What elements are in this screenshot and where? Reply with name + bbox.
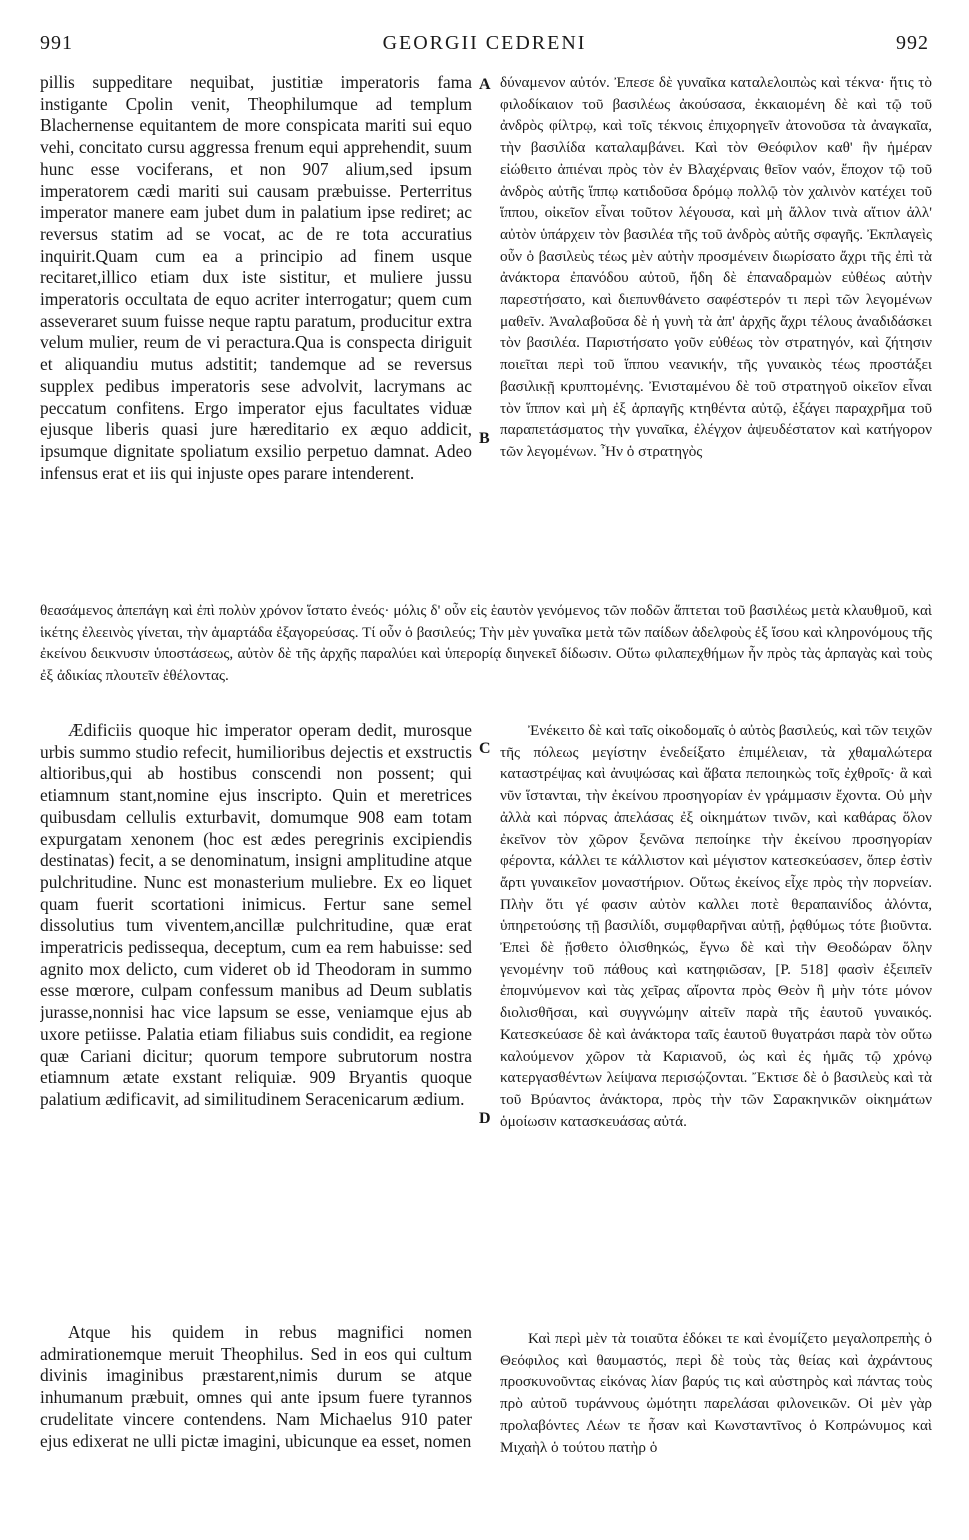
page-number-left: 991 — [40, 32, 73, 54]
greek-paragraph-3: Καὶ περὶ μὲν τὰ τοιαῦτα ἐδόκει τε καὶ ἐνομίζετο μεγαλοπρεπὴς ὁ Θεόφιλος καὶ θαυμαστός, περὶ δὲ τοὺς τὰς θείας καὶ ἀχράντους προσκυνοῦντας εἰκόνας λίαν βαρύς τις καὶ αὐστηρὸς καὶ πάντας τοὺς πρὸ αὐτοῦ τυράννους ὠμότητι παρελάσαι φιλονεικῶν. Οἱ μὲν γὰρ προλαβόντες Λέων τε ἦσαν καὶ Κωνσταντῖνος ὁ Κοπρώνυμος καὶ Μιχαὴλ ὁ τούτου πατὴρ ὁ — [500, 1330, 932, 1456]
margin-letter-d: D — [479, 1110, 491, 1127]
margin-letter-a: A — [479, 76, 491, 93]
greek-paragraph-2: Ἐνέκειτο δὲ καὶ ταῖς οἰκοδομαῖς ὁ αὐτὸς βασιλεύς, καὶ τῶν τειχῶν τῆς πόλεως μεγίστην ἐνεδείξατο ἐπιμέλειαν, τὰ χθαμαλώτερα καταστρέψας καὶ ἀνυψώσας καὶ ἄβατα πεποιηκὼς τοῖς ἐχθροῖς· ἃ καὶ νῦν ἵστανται, τὴν ἐκείνου προσηγορίαν ἐν γράμμασιν ἔχοντα. Οὐ μὴν ἀλλὰ καὶ πόρνας ἀπελάσας ἐξ οἰκημάτων τινῶν, καὶ καθάρας ὅλον ἐκεῖνον τὸν χῶρον ξενῶνα πεποίηκε τὴν ἐκείνου προσηγορίαν φέροντα, κάλλει τε κάλλιστον καὶ μέγιστον κατεσκεύασεν, ὅπερ ἐστὶν ἄρτι γυναικεῖον μοναστήριον. Οὕτως ἐκείνος εἶχε πρὸς τὴν πορνείαν. Πλὴν ὅτι γέ φασιν αὐτὸν καλλει ποτὲ θεραπαινίδος ἁλόντα, ὑπηρετούσης τῇ βασιλίδι, συμφθαρῆναι αὐτῇ, ῥᾳθύμως τότε βιοῦντα. Ἐπεὶ δὲ ᾔσθετο ὀλισθηκώς, ἔγνω δὲ καὶ τὴν Θεοδώραν ὅλην γενομένην τοῦ πάθους καὶ κατηφιῶσαν, [P. 518] φασὶν ἐξειπεῖν ἐπομνύμενον καὶ τὰς χεῖρας αἴροντα πρὸς Θεὸν ἢ μὴν τότε μόνον διολισθῆσαι, καὶ συγγνώμην αἰτεῖν παρὰ τῆς ἑαυτοῦ γυναικός. Κατεσκεύασε δὲ καὶ ἀνάκτορα ταῖς ἑαυτοῦ θυγατράσι παρὰ τὸν οὕτω καλούμενον χῶρον τὰ Καριανοῦ, ὡς καὶ ἐς ἡμᾶς τῷ χρόνῳ κατεργασθέντων λείψανα περισῴζονται. Ἔκτισε δὲ ὁ βασιλεὺς καὶ τὰ τοῦ Βρύαντος ἀνάκτορα, πρὸς τὴν τῶν Σαρακηνικῶν οἰκημάτων ὁμοίωσιν κατασκευάσας αὐτά. — [500, 722, 932, 1130]
latin-paragraph-2: Ædificiis quoque hic imperator operam dedit, murosque urbis summo studio refecit, humilioribus dejectis et exstructis altioribus,qui ab hostibus conscendi non possent; qui etiamnum stant,nomine ejus inscripto. Quin et meretrices quibusdam cellulis exturbavit, domumque 908 eam totam expurgatam xenonem (hoc est ædes peregrinis excipiendis destinatas) fecit, a se denominatum, insigni amplitudine atque pulchritudine. Nunc est monasterium muliebre. Ex eo liquet quam fuerit scortationi inimicus. Fertur sane semel dissolutius tum viventem,ancillæ pulchritudine, quæ erat imperatricis pedissequa, deceptum, cum ea rem habuisse: sed agnito mox delicto, cum videret ob id Theodoram in summo esse mœrore, culpam confessum manibus ad Deum sublatis jurasse,nonnisi hac vice lapsum se esse, veniamque ejus ab uxore petiisse. Palatia etiam filiabus suis condidit, ea regione quæ Cariani dicitur; quorum tempore subrutorum nostra etiamnum ætate exstant reliquiæ. 909 Bryantis quoque palatium ædificavit, ad similitudinem Seracenicarum ædium. — [40, 720, 472, 1109]
latin-paragraph-1: pillis suppeditare nequibat, justitiæ imperatoris fama instigante Cpolin venit, Theophilumque ad templum Blachernense equitantem de more conspicata mariti sui equo vehi, concitato cursu aggressa frenum equi apprehendit, suum hunc esse vociferans, et non 907 alium,sed ipsum imperatorem cædi mariti sui causam præbuisse. Perterritus imperator manere eam jubet dum in palatium ipse rediret; ac reversus statim ad se vocat, ac de re tota accuratius inquirit.Quam cum ea a principio ad finem usque recitaret,illico etiam dux iste sistitur, et muliere jussu imperatoris occultata de equo acriter interrogatur; quem cum asseveraret suum fuisse neque raptu paratum, producitur extra velum mulier, reum de vi peractura.Qua is conspecta diriguit et aliquandiu mutus adstitit; tandemque ad se reversus supplex pedibus imperatoris sese advolvit, lacrymans ac peccatum confitens. Ergo imperator ejus facultates viduæ ejusque liberis quasi jure hæreditario ex æquo addicit, ipsumque dignitate spoliatum exsilio perpetuo damnat. Adeo infensus erat et iis qui injuste opes parare intenderent. — [40, 72, 472, 483]
latin-paragraph-3: Atque his quidem in rebus magnifici nomen admirationemque meruit Theophilus. Sed in eos qui cultum divinis imaginibus præstarent,nimis durum se atque inhumanum præbuit, omnes qui ante ipsum fuere tyrannos crudelitate vincere contendens. Nam Michaelus 910 pater ejus edixerat ne ulli pictæ imagini, ubicunque ea esset, nomen — [40, 1322, 472, 1451]
margin-letter-b: B — [479, 430, 490, 447]
greek-paragraph-1: δύναμενον αὐτόν. Ἐπεσε δὲ γυναῖκα καταλελοιπὼς καὶ τέκνα· ἥτις τὸ φιλοδίκαιον τοῦ βασιλέως ἀκούσασα, ἐκκαιομένη δὲ καὶ τῷ τοῦ ἀνδρὸς φίλτρῳ, καὶ τοῖς τέκνοις ἐπιχορηγεῖν ἀτονοῦσα τὰ ἀναγκαῖα, τὴν βασιλίδα καταλαμβάνει. Καὶ τὸν Θεόφιλον καθ' ἣν ἡμέραν εἰώθειτο ἀπιέναι πρὸς τὸν ἐν Βλαχέρναις θεῖον ναόν, ἔποχον τῷ τοῦ ἀνδρὸς αὐτῆς ἵππῳ κατιδοῦσα δρόμῳ πολλῷ τὸν χαλινὸν κατέχει τοῦ ἵππου, οἰκεῖον εἶναι τοῦτον λέγουσα, καὶ μὴ ἄλλον τινὰ αἴτιον ἀλλ' αὐτὸν ὑπάρχειν τὸν βασιλέα τῆς τοῦ ἀνδρὸς αὐτῆς σφαγῆς. Ἐκπλαγεὶς οὖν ὁ βασιλεὺς τέως μὲν αὐτὴν προσμένειν διωρίσατο ἄχρι τῆς ἐπὶ τὰ ἀνάκτορα ἐπανόδου αὐτοῦ, ἤδη δὲ ἐπαναδραμὼν εὐθέως αὐτὴν παρεστήσατο, καὶ διεπυνθάνετο σαφέστερόν τι περὶ τῶν λεγομένων μαθεῖν. Ἀναλαβοῦσα δὲ ἡ γυνὴ τὰ ἀπ' ἀρχῆς ἄχρι τέλους ἀναδιδάσκει τὸν βασιλέα. Παριστήσατο γοῦν εὐθέως τὸν στρατηγόν, καὶ ζήτησιν ποιεῖται περὶ τοῦ ἵππου νεανικήν, τῆς γυναικὸς τέως προστάξει βασιλικῇ κρυπτομένης. Ἐνισταμένου δὲ τοῦ στρατηγοῦ οἰκεῖον εἶναι τὸν ἵππον καὶ μὴ ἐξ ἁρπαγῆς κτηθέντα αὐτῷ, ἐξάγει παραχρῆμα τοῦ παραπετάσματος τὴν γυναῖκα, ἐλέγχον ἀψευδέστατον καὶ κατήγορον τῶν λεγομένων. Ἦν ὁ στρατηγὸς — [500, 74, 932, 460]
running-title: GEORGII CEDRENI — [382, 32, 587, 54]
margin-letter-c: C — [479, 740, 491, 757]
greek-full-width-paragraph: θεασάμενος ἀπεπάγη καὶ ἐπὶ πολὺν χρόνον ἵστατο ἐνεός· μόλις δ' οὖν εἰς ἑαυτὸν γενόμενος τῶν ποδῶν ἅπτεται τοῦ βασιλέως μετὰ κλαυθμοῦ, καὶ ἱκέτης ἐλεεινὸς γίνεται, τὴν ἁμαρτάδα ἐξαγορεύσας. Τί οὖν ὁ βασιλεύς; Τὴν μὲν γυναῖκα μετὰ τῶν παίδων ἀδελφοὺς ἐξ ἴσου καὶ κληρονόμους τῆς ἐκείνου δεικνυσιν ὑποστάσεως, αὐτὸν δὲ τῆς ἀρχῆς παραλύει καὶ ὑπερορίᾳ διηνεκεῖ δίδωσιν. Οὕτω φιλαπεχθήμων ἦν πρὸς τὰς ἁρπαγὰς καὶ τοὺς ἐξ ἀδικίας πλουτεῖν ἐθέλοντας. — [40, 602, 932, 685]
page-number-right: 992 — [896, 32, 929, 54]
